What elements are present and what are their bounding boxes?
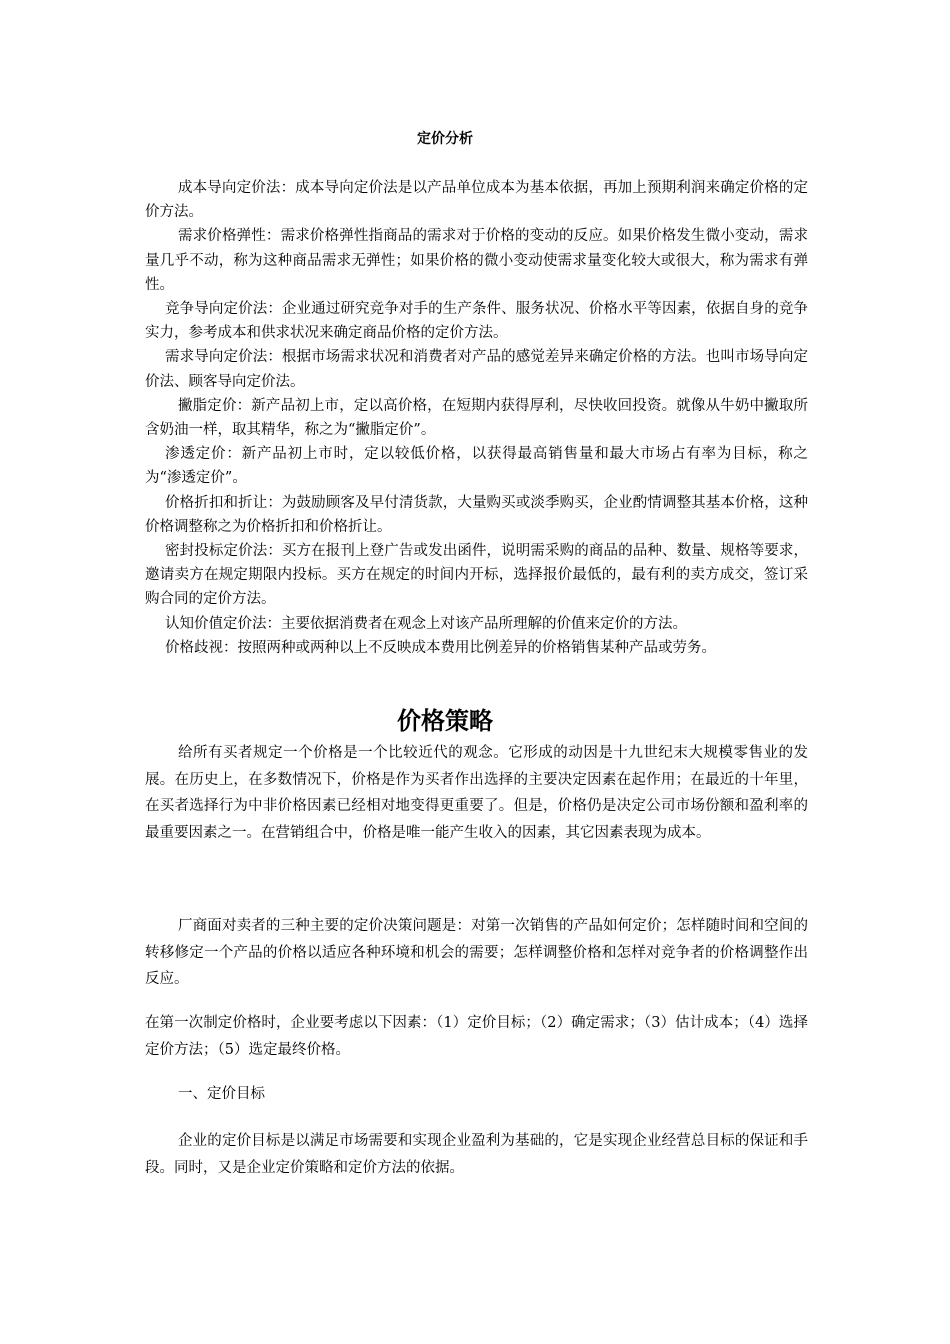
definition-price-discrimination: 价格歧视：按照两种或两种以上不反映成本费用比例差异的价格销售某种产品或劳务。	[165, 639, 716, 656]
paragraph-text: 厂商面对卖者的三种主要的定价决策问题是：对第一次销售的产品如何定价；怎样随时间和空间的转移修定一个产品的价格以适应各种环境和机会的需要；怎样调整价格和怎样对竞争者的价格调整作出反应。	[145, 918, 808, 987]
definition-cost-oriented: 成本导向定价法：成本导向定价法是以产品单位成本为基本依据，再加上预期利润来确定价格的定价方法。	[145, 180, 808, 221]
definition-perceived-value: 认知价值定价法：主要依据消费者在观念上对该产品所理解的价值来定价的方法。	[165, 615, 687, 632]
definition-skimming: 撇脂定价：新产品初上市，定以高价格，在短期内获得厚利，尽快收回投资。就像从牛奶中撇取所含奶油一样，取其精华，称之为“撇脂定价”。	[145, 397, 808, 439]
paragraph-intro	[145, 740, 808, 846]
subsection-heading	[145, 1081, 808, 1108]
definition-discount: 价格折扣和折让：为鼓励顾客及早付清货款，大量购买或淡季购买，企业酌情调整其基本价格，这种价格调整称之为价格折扣和价格折让。	[145, 494, 808, 535]
definition-demand-oriented: 需求导向定价法：根据市场需求状况和消费者对产品的感觉差异来确定价格的方法。也叫市场导向定价法、顾客导向定价法。	[145, 349, 808, 390]
definitions-list	[145, 176, 808, 660]
paragraph-text: 给所有买者规定一个价格是一个比较近代的观念。它形成的动因是十九世纪末大规模零售业的发展。在历史上，在多数情况下，价格是作为买者作出选择的主要决定因素在起作用；在最近的十年里，在买者选择行为中非价格因素已经相对地变得更重要了。但是，价格仍是决定公司市场份额和盈利率的最重要因素之一。在营销组合中，价格是唯一能产生收入的因素，其它因素表现为成本。	[145, 745, 808, 841]
definition-penetration: 渗透定价：新产品初上市时，定以较低价格，以获得最高销售量和最大市场占有率为目标，称之为“渗透定价”。	[145, 446, 808, 487]
paragraph-decisions	[145, 913, 808, 993]
section-title-price-strategy: 价格策略	[397, 707, 493, 735]
paragraph-objectives	[145, 1128, 808, 1181]
section-title-pricing-analysis: 定价分析	[417, 131, 473, 147]
subsection-title-pricing-objectives: 一、定价目标	[178, 1086, 265, 1102]
paragraph-text: 企业的定价目标是以满足市场需要和实现企业盈利为基础的，它是实现企业经营总目标的保证和手段。同时，又是企业定价策略和定价方法的依据。	[145, 1133, 808, 1176]
definition-sealed-bid: 密封投标定价法：买方在报刊上登广告或发出函件，说明需采购的商品的品种、数量、规格等要求，邀请卖方在规定期限内投标。买方在规定的时间内开标，选择报价最低的，最有利的卖方成交，签订采购合同的定价方法。	[145, 543, 808, 608]
definition-price-elasticity: 需求价格弹性：需求价格弹性指商品的需求对于价格的变动的反应。如果价格发生微小变动，需求量几乎不动，称为这种商品需求无弹性；如果价格的微小变动使需求量变化较大或很大，称为需求有弹性。	[145, 228, 808, 293]
definition-competition-oriented: 竞争导向定价法：企业通过研究竞争对手的生产条件、服务状况、价格水平等因素，依据自身的竞争实力，参考成本和供求状况来确定商品价格的定价方法。	[145, 301, 808, 342]
paragraph-factors	[145, 1010, 808, 1063]
paragraph-text: 在第一次制定价格时，企业要考虑以下因素：（1）定价目标；（2）确定需求；（3）估计成本；（4）选择定价方法；（5）选定最终价格。	[145, 1015, 808, 1058]
